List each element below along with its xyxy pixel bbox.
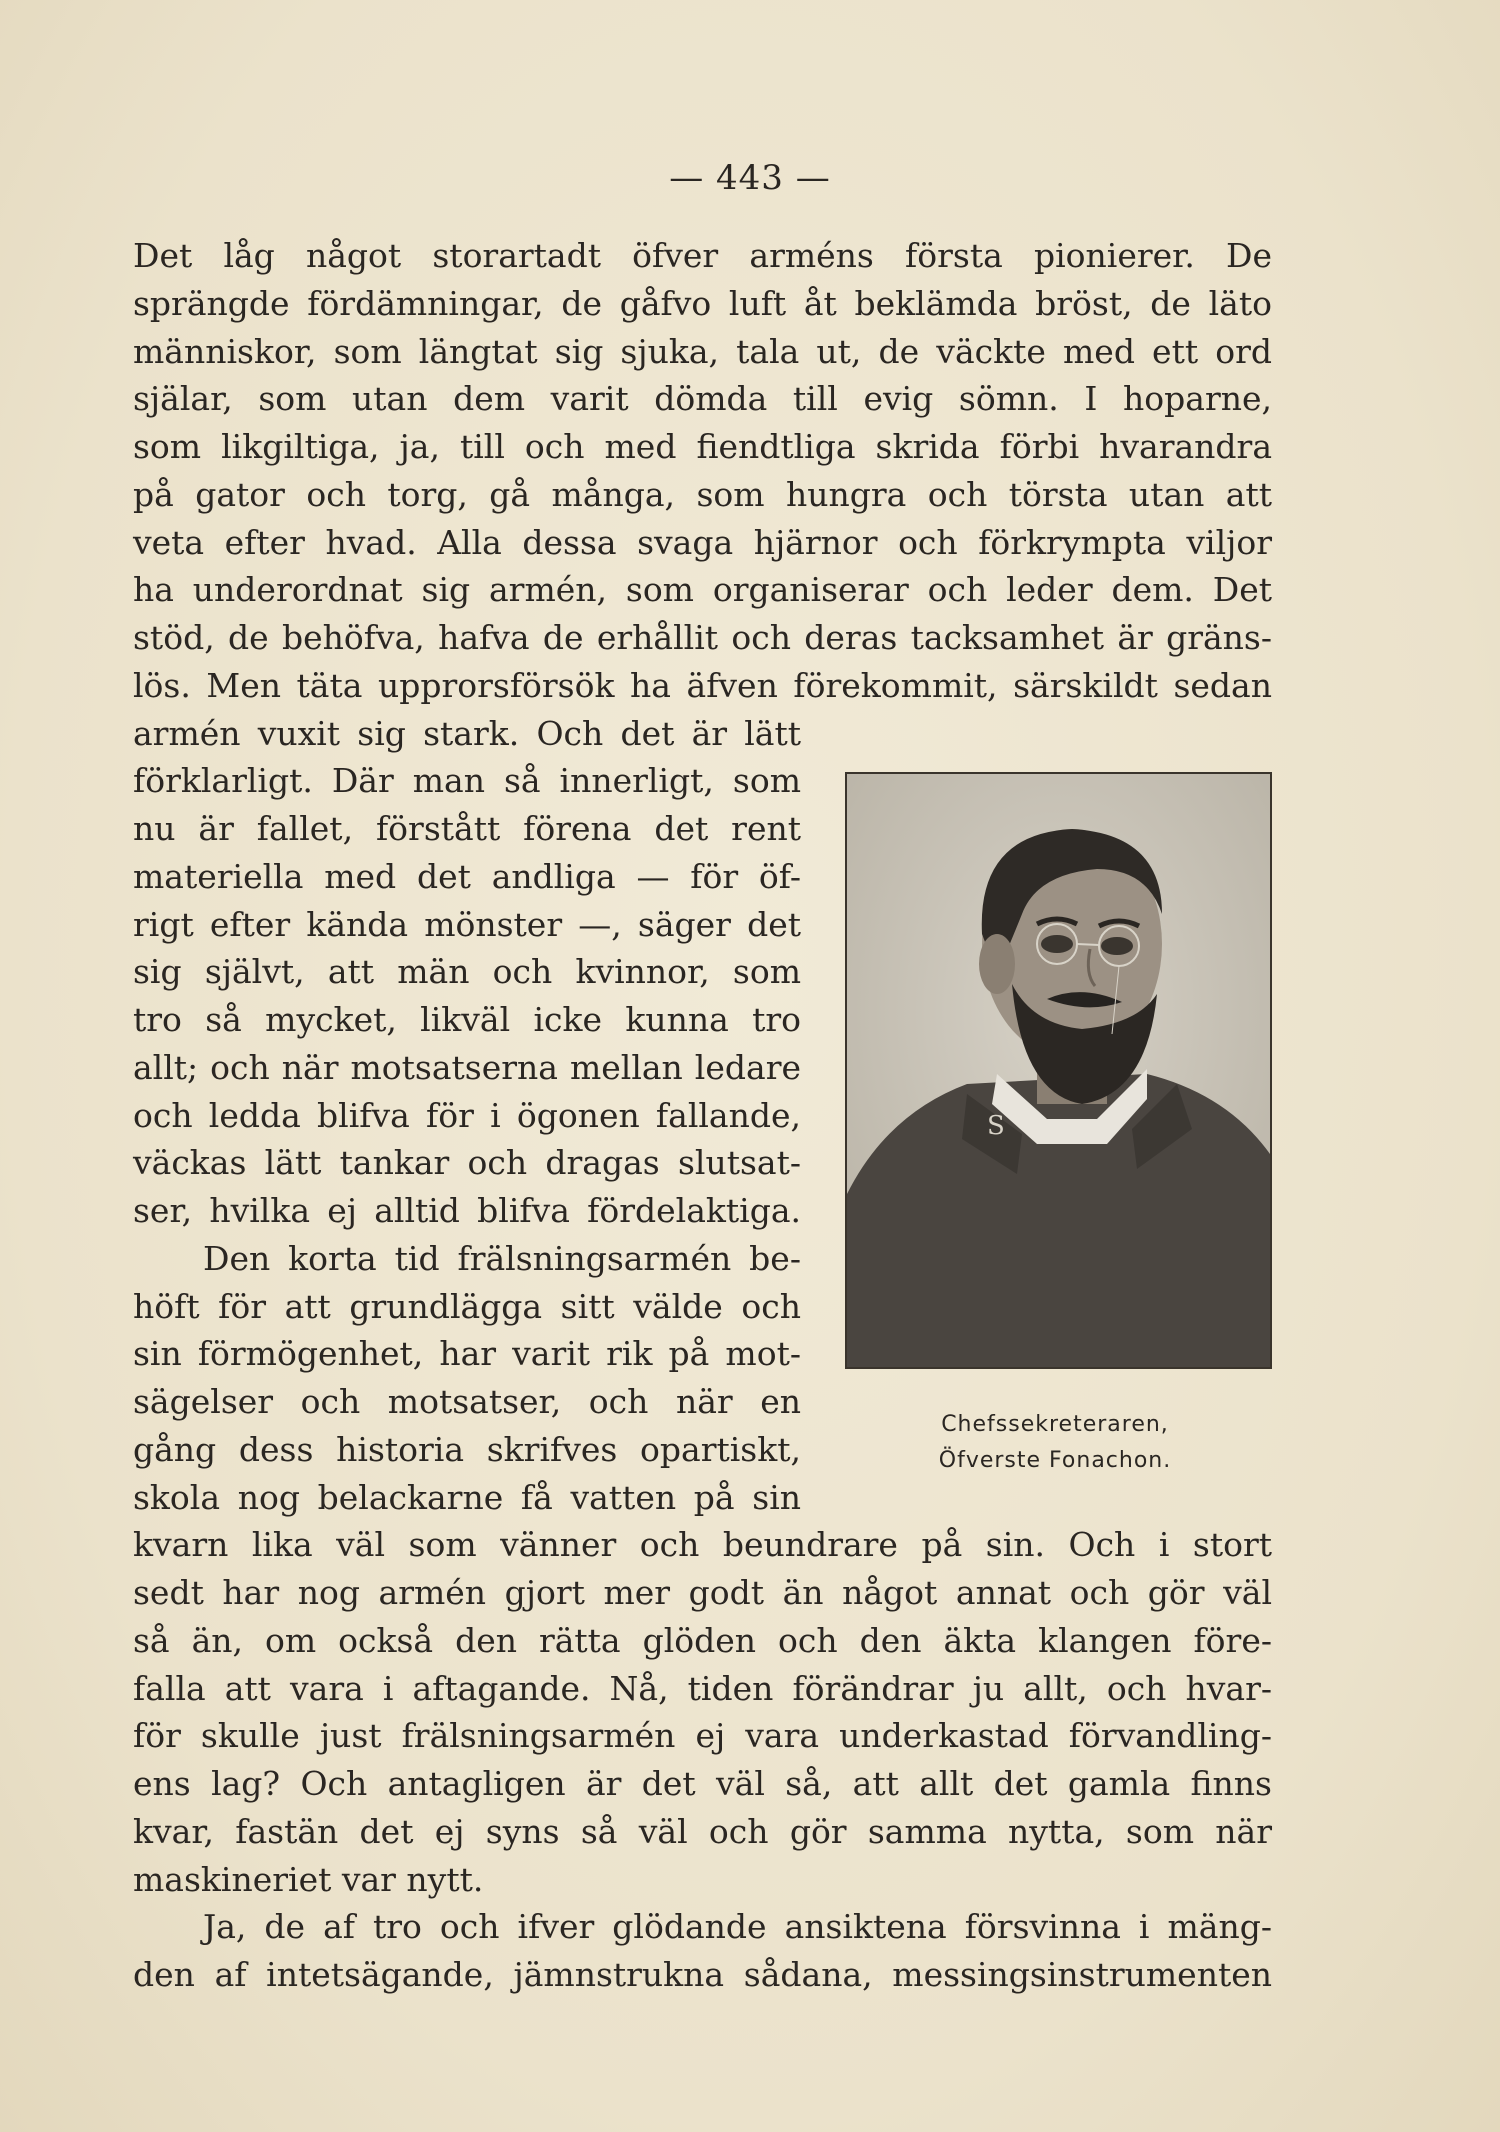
text-line: kvar, fastän det ej syns så väl och gör samma nytta, som när <box>133 1812 1272 1851</box>
text-line: själar, som utan dem varit dömda till evig sömn. I hoparne, <box>133 379 1272 418</box>
text-line: gång dess historia skrifves opartiskt, <box>133 1430 801 1469</box>
text-line: ser, hvilka ej alltid blifva fördelaktiga. <box>133 1191 801 1230</box>
text-line: materiella med det andliga — för öf- <box>133 857 801 896</box>
text-line: veta efter hvad. Alla dessa svaga hjärnor och förkrympta viljor <box>133 523 1272 562</box>
portrait-photo <box>845 772 1272 1369</box>
text-line: rigt efter kända mönster —, säger det <box>133 905 801 944</box>
text-line: lös. Men täta upprorsförsök ha äfven förekommit, särskildt sedan <box>133 666 1272 705</box>
text-line: sig självt, att män och kvinnor, som <box>133 952 801 991</box>
text-line: Det låg något storartadt öfver arméns första pionierer. De <box>133 236 1272 275</box>
text-line: höft för att grundlägga sitt välde och <box>133 1287 801 1326</box>
text-line: sin förmögenhet, har varit rik på mot- <box>133 1334 801 1373</box>
text-line: så än, om också den rätta glöden och den äkta klangen före- <box>133 1621 1272 1660</box>
text-line: falla att vara i aftagande. Nå, tiden förändrar ju allt, och hvar- <box>133 1669 1272 1708</box>
text-line: Ja, de af tro och ifver glödande ansiktena försvinna i mäng- <box>203 1907 1272 1946</box>
text-line: kvarn lika väl som vänner och beundrare på sin. Och i stort <box>133 1525 1272 1564</box>
text-line: ens lag? Och antagligen är det väl så, att allt det gamla finns <box>133 1764 1272 1803</box>
page-number: — 443 — <box>669 158 831 198</box>
text-line: förklarligt. Där man så innerligt, som <box>133 761 801 800</box>
text-line: sprängde fördämningar, de gåfvo luft åt beklämda bröst, de läto <box>133 284 1272 323</box>
text-line: ha underordnat sig armén, som organiserar och leder dem. Det <box>133 570 1272 609</box>
text-line: människor, som längtat sig sjuka, tala ut, de väckte med ett ord <box>133 332 1272 371</box>
text-line: nu är fallet, förstått förena det rent <box>133 809 801 848</box>
caption-name: Öfverste Fonachon. <box>938 1448 1172 1473</box>
caption-title: Chefssekreteraren, <box>941 1412 1169 1437</box>
text-line: skola nog belackarne få vatten på sin <box>133 1478 801 1517</box>
text-line: den af intetsägande, jämnstrukna sådana, messingsinstrumenten <box>133 1955 1272 1994</box>
text-line: allt; och när motsatserna mellan ledare <box>133 1048 801 1087</box>
svg-text:S: S <box>987 1111 1005 1141</box>
portrait-illustration <box>847 774 1270 1367</box>
text-line: väckas lätt tankar och dragas slutsat- <box>133 1143 801 1182</box>
text-line: sedt har nog armén gjort mer godt än något annat och gör väl <box>133 1573 1272 1612</box>
text-line: Den korta tid frälsningsarmén be- <box>203 1239 801 1278</box>
text-line: stöd, de behöfva, hafva de erhållit och deras tacksamhet är gräns- <box>133 618 1272 657</box>
text-line: maskineriet var nytt. <box>133 1860 484 1899</box>
text-line: tro så mycket, likväl icke kunna tro <box>133 1000 801 1039</box>
text-line: sägelser och motsatser, och när en <box>133 1382 801 1421</box>
text-line: på gator och torg, gå många, som hungra och törsta utan att <box>133 475 1272 514</box>
text-line: för skulle just frälsningsarmén ej vara underkastad förvandling- <box>133 1716 1272 1755</box>
text-line: som likgiltiga, ja, till och med fiendtliga skrida förbi hvarandra <box>133 427 1272 466</box>
text-line: och ledda blifva för i ögonen fallande, <box>133 1096 801 1135</box>
text-line: armén vuxit sig stark. Och det är lätt <box>133 714 801 753</box>
